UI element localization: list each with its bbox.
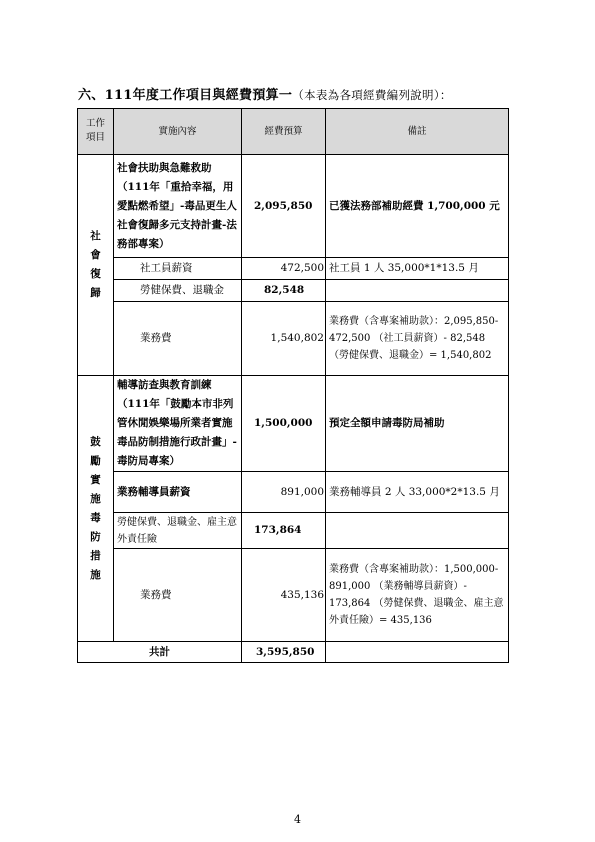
budget-cell: 435,136 (242, 549, 326, 642)
header-note: 備註 (326, 109, 509, 155)
note-cell (326, 513, 509, 549)
category-cell: 鼓勵實施毒防措施 (78, 376, 114, 642)
content-cell: 勞健保費、退職金、雇主意外責任險 (114, 513, 242, 549)
content-cell: 社會扶助與急難救助（111年「重拾幸福，用愛點燃希望」-毒品更生人社會復歸多元支持計畫-法務部專案） (114, 155, 242, 258)
note-cell: 預定全額申請毒防局補助 (326, 376, 509, 472)
table-row (78, 472, 509, 513)
heading-main: 六、111年度工作項目與經費預算一 (78, 88, 293, 103)
content-cell: 業務費 (114, 302, 242, 376)
table-row (78, 258, 509, 280)
table-row (78, 549, 509, 642)
header-content: 實施內容 (114, 109, 242, 155)
budget-cell: 1,500,000 (242, 376, 326, 472)
category-cell: 社會復歸 (78, 155, 114, 376)
total-note (326, 642, 509, 663)
budget-cell: 82,548 (242, 280, 326, 302)
table-row (78, 280, 509, 302)
total-budget: 3,595,850 (242, 642, 326, 663)
budget-table (77, 108, 509, 663)
note-cell: 已獲法務部補助經費 1,700,000 元 (326, 155, 509, 258)
budget-cell: 2,095,850 (242, 155, 326, 258)
budget-cell: 891,000 (242, 472, 326, 513)
page-number: 4 (294, 813, 301, 826)
header-budget: 經費預算 (242, 109, 326, 155)
note-cell: 業務費（含專案補助款）：1,500,000-891,000 （業務輔導員薪資）- 173,864 （勞健保費、退職金、雇主意外責任險）= 435,136 (326, 549, 509, 642)
content-cell: 輔導訪查與教育訓練（111年「鼓勵本市非列管休閒娛樂場所業者實施毒品防制措施行政計畫」-毒防局專案） (114, 376, 242, 472)
total-row (78, 642, 509, 663)
table-row (78, 155, 509, 258)
note-cell (326, 280, 509, 302)
note-cell: 業務費（含專案補助款）：2,095,850-472,500 （社工員薪資）- 82,548 （勞健保費、退職金）= 1,540,802 (326, 302, 509, 376)
note-cell: 業務輔導員 2 人 33,000*2*13.5 月 (326, 472, 509, 513)
table-row (78, 513, 509, 549)
header-category: 工作項目 (78, 109, 114, 155)
table-row (78, 302, 509, 376)
total-label: 共計 (78, 642, 242, 663)
budget-cell: 472,500 (242, 258, 326, 280)
budget-cell: 173,864 (242, 513, 326, 549)
content-cell: 勞健保費、退職金 (114, 280, 242, 302)
section-heading (78, 84, 452, 103)
content-cell: 業務輔導員薪資 (114, 472, 242, 513)
heading-sub: （本表為各項經費編列說明）： (292, 88, 452, 102)
content-cell: 社工員薪資 (114, 258, 242, 280)
content-cell: 業務費 (114, 549, 242, 642)
table-row (78, 376, 509, 472)
budget-cell: 1,540,802 (242, 302, 326, 376)
note-cell: 社工員 1 人 35,000*1*13.5 月 (326, 258, 509, 280)
table-header-row (78, 109, 509, 155)
